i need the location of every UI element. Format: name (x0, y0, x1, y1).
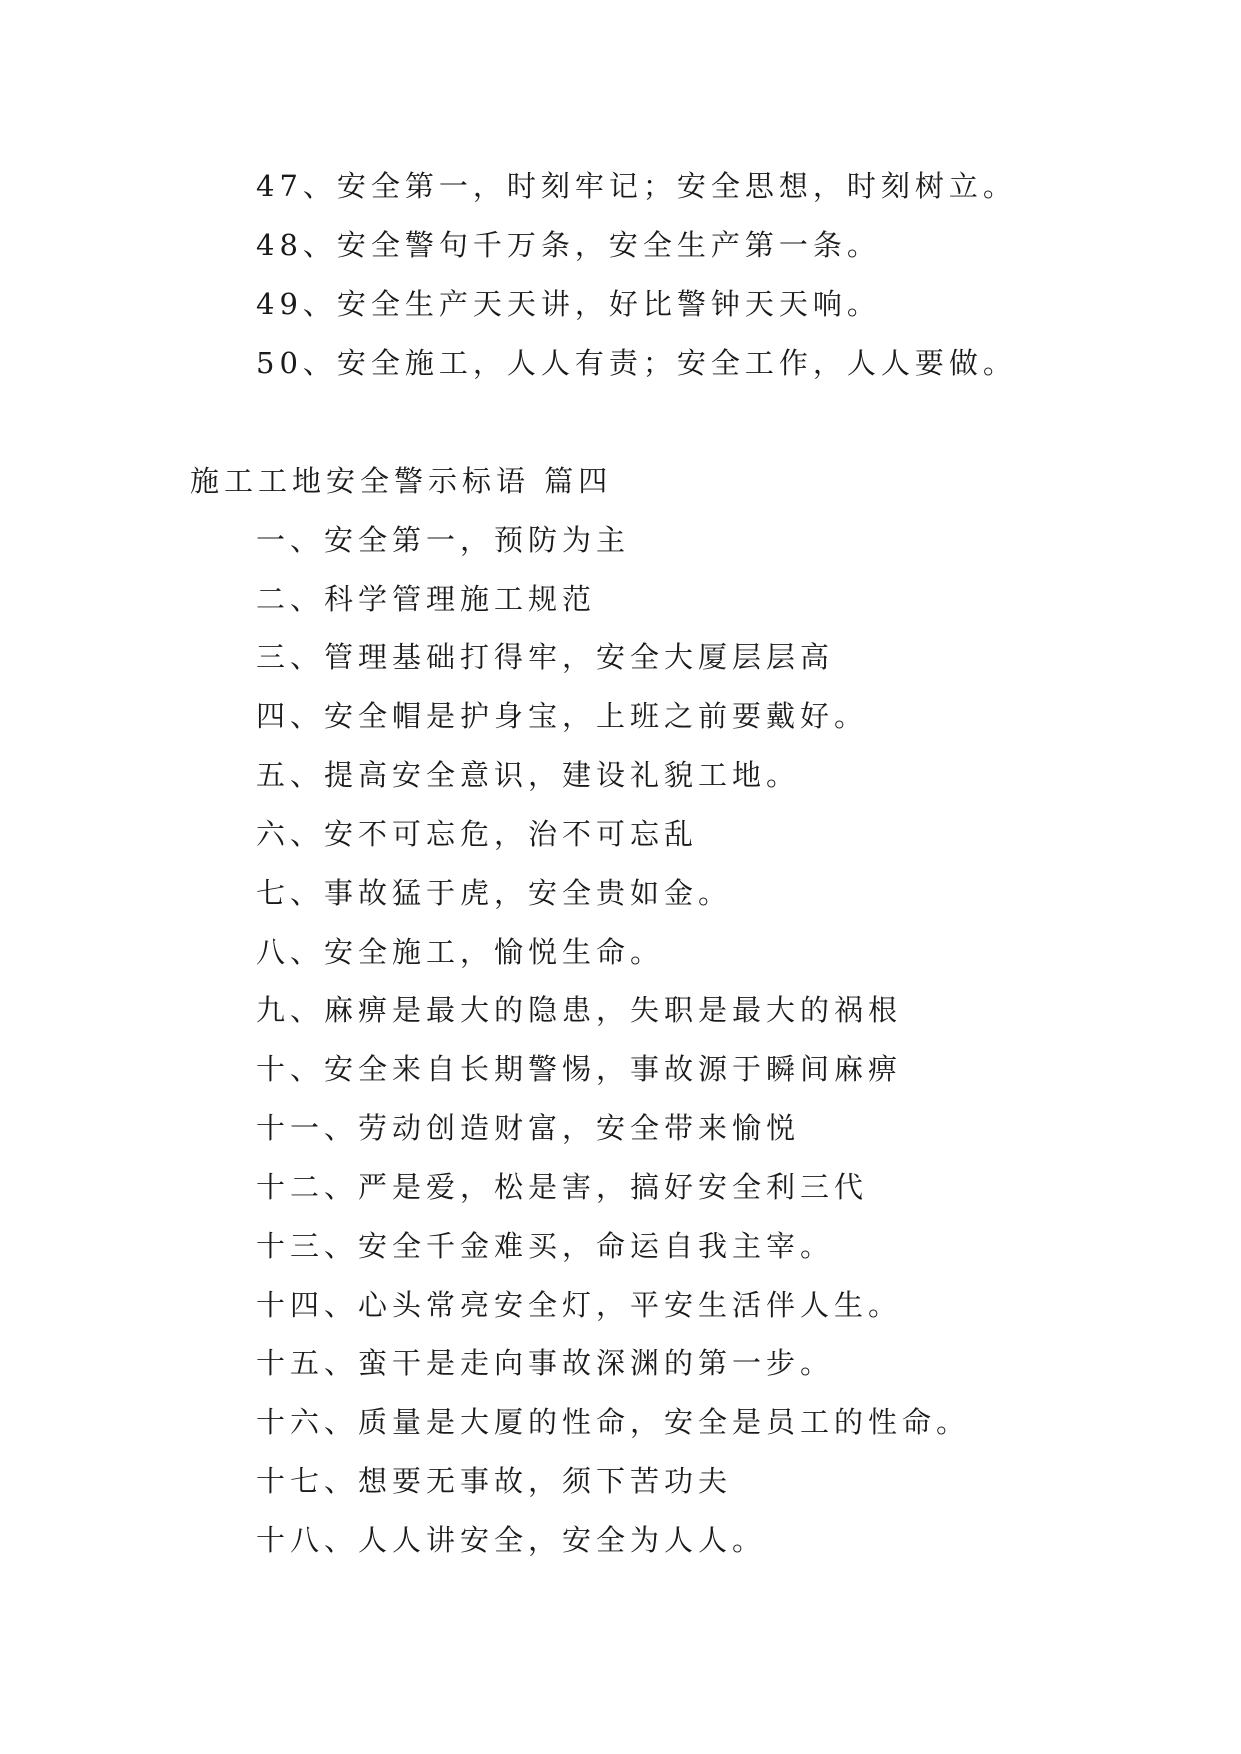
slogan-item: 三、管理基础打得牢，安全大厦层层高 (256, 640, 835, 674)
slogan-item: 48、安全警句千万条，安全生产第一条。 (256, 228, 881, 262)
slogan-item: 49、安全生产天天讲，好比警钟天天响。 (256, 287, 881, 321)
slogan-item: 九、麻痹是最大的隐患，失职是最大的祸根 (256, 993, 903, 1027)
slogan-item: 十一、劳动创造财富，安全带来愉悦 (256, 1111, 801, 1145)
slogan-item: 八、安全施工，愉悦生命。 (256, 935, 665, 969)
slogan-item: 四、安全帽是护身宝，上班之前要戴好。 (256, 699, 869, 733)
slogan-item: 十七、想要无事故，须下苦功夫 (256, 1464, 733, 1498)
slogan-item: 50、安全施工，人人有责；安全工作，人人要做。 (256, 346, 1017, 380)
section-title: 施工工地安全警示标语 篇四 (190, 464, 613, 498)
slogan-item: 47、安全第一，时刻牢记；安全思想，时刻树立。 (256, 169, 1017, 203)
slogan-item: 十五、蛮干是走向事故深渊的第一步。 (256, 1346, 835, 1380)
slogan-item: 一、安全第一，预防为主 (256, 523, 631, 557)
slogan-item: 十二、严是爱，松是害，搞好安全利三代 (256, 1170, 869, 1204)
slogan-item: 十四、心头常亮安全灯，平安生活伴人生。 (256, 1288, 903, 1322)
slogan-item: 七、事故猛于虎，安全贵如金。 (256, 876, 733, 910)
slogan-item: 十三、安全千金难买，命运自我主宰。 (256, 1229, 835, 1263)
slogan-item: 十、安全来自长期警惕，事故源于瞬间麻痹 (256, 1052, 903, 1086)
slogan-item: 五、提高安全意识，建设礼貌工地。 (256, 758, 801, 792)
slogan-item: 十六、质量是大厦的性命，安全是员工的性命。 (256, 1405, 971, 1439)
slogan-item: 六、安不可忘危，治不可忘乱 (256, 817, 699, 851)
slogan-item: 十八、人人讲安全，安全为人人。 (256, 1523, 767, 1557)
slogan-item: 二、科学管理施工规范 (256, 582, 597, 616)
